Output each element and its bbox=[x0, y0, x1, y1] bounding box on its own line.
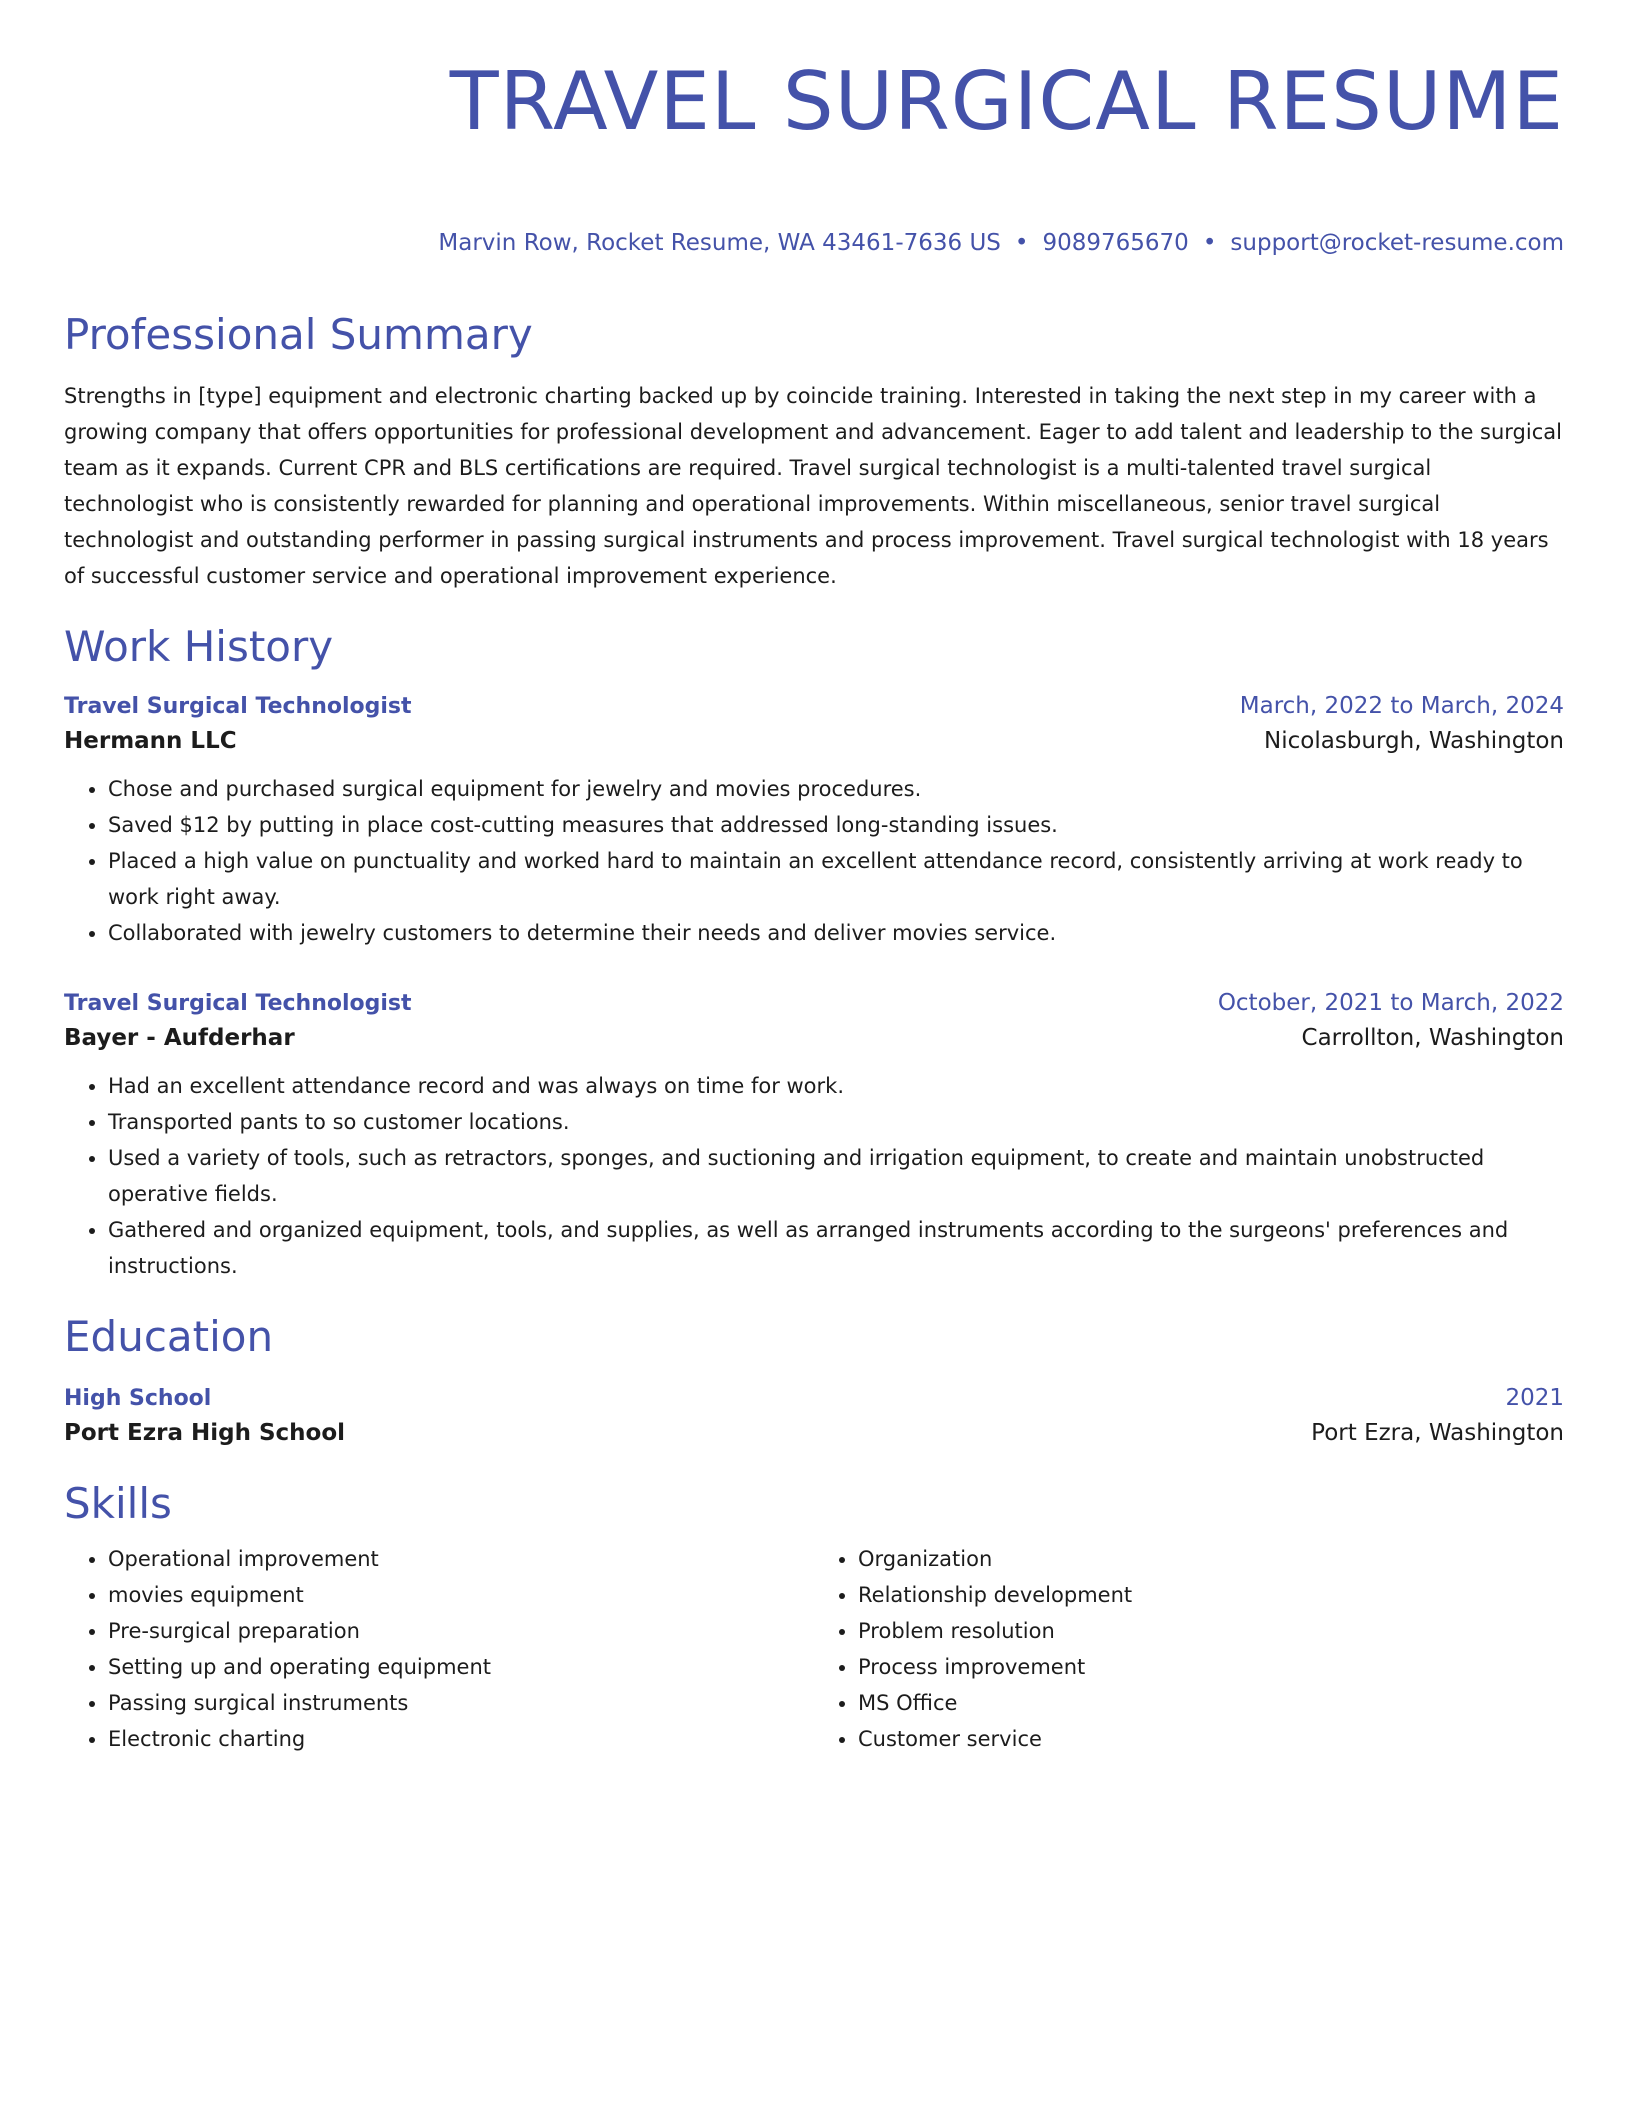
skill-item: • Passing surgical instruments bbox=[108, 1685, 814, 1721]
education-entry bbox=[64, 1382, 1564, 1451]
separator-dot: • bbox=[1202, 230, 1217, 256]
job-bullet: • Collaborated with jewelry customers to determine their needs and deliver movies service. bbox=[108, 915, 1564, 951]
skills-heading: Skills bbox=[64, 1479, 172, 1528]
education-year: 2021 bbox=[1505, 1385, 1564, 1411]
skill-item: • Setting up and operating equipment bbox=[108, 1649, 814, 1685]
job-bullet: • Transported pants to so customer locations. bbox=[108, 1104, 1564, 1140]
summary-text: Strengths in [type] equipment and electronic charting backed up by coincide training. Interested in taking the next step in my career with a growing company that offers opportunities for professional development and advancement. Eager to add talent and leadership to the surgical team as it expands. Current CPR and BLS certifications are required. Travel surgical technologist is a multi-talented travel surgical technologist who is consistently rewarded for planning and operational improvements. Within miscellaneous, senior travel surgical technologist and outstanding performer in passing surgical instruments and process improvement. Travel surgical technologist with 18 years of successful customer service and operational improvement experience. bbox=[64, 384, 1562, 588]
job-entry bbox=[64, 987, 1564, 1284]
resume-name: TRAVEL SURGICAL RESUME bbox=[449, 55, 1564, 148]
skill-item: • Electronic charting bbox=[108, 1721, 814, 1757]
skill-item: • Operational improvement bbox=[108, 1541, 814, 1577]
contact-line bbox=[64, 228, 1564, 258]
education-heading: Education bbox=[64, 1312, 274, 1361]
skill-item: • Organization bbox=[858, 1541, 1564, 1577]
education-school: Port Ezra High School bbox=[64, 1420, 346, 1446]
job-bullet: • Gathered and organized equipment, tools, and supplies, as well as arranged instruments according to the surgeons' preferences and instructions. bbox=[108, 1212, 1564, 1284]
contact-email[interactable]: support@rocket-resume.com bbox=[1230, 230, 1564, 256]
skills-list bbox=[64, 1541, 1564, 1757]
separator-dot: • bbox=[1014, 230, 1029, 256]
contact-phone: 9089765670 bbox=[1042, 230, 1189, 256]
job-dates: March, 2022 to March, 2024 bbox=[1239, 693, 1564, 719]
job-bullet: • Placed a high value on punctuality and worked hard to maintain an excellent attendance record, consistently arriving at work ready to work right away. bbox=[108, 843, 1564, 915]
job-dates: October, 2021 to March, 2022 bbox=[1217, 990, 1564, 1016]
skills-column-right bbox=[814, 1541, 1564, 1757]
job-entry bbox=[64, 690, 1564, 951]
job-bullet: • Used a variety of tools, such as retractors, sponges, and suctioning and irrigation equipment, to create and maintain unobstructed operative fields. bbox=[108, 1140, 1564, 1212]
summary-heading: Professional Summary bbox=[64, 310, 533, 359]
job-company: Hermann LLC bbox=[64, 728, 237, 754]
job-bullet: • Chose and purchased surgical equipment for jewelry and movies procedures. bbox=[108, 771, 1564, 807]
resume-page bbox=[64, 0, 1564, 1757]
skill-item: • Process improvement bbox=[858, 1649, 1564, 1685]
skill-item: • MS Office bbox=[858, 1685, 1564, 1721]
education-degree: High School bbox=[64, 1386, 212, 1411]
job-title: Travel Surgical Technologist bbox=[64, 694, 412, 719]
skill-item: • Problem resolution bbox=[858, 1613, 1564, 1649]
job-bullet: • Had an excellent attendance record and was always on time for work. bbox=[108, 1068, 1564, 1104]
skills-column-left bbox=[64, 1541, 814, 1757]
skill-item: • Customer service bbox=[858, 1721, 1564, 1757]
contact-address: Marvin Row, Rocket Resume, WA 43461-7636 US bbox=[438, 230, 1001, 256]
job-location: Nicolasburgh, Washington bbox=[1264, 728, 1564, 754]
job-bullets bbox=[64, 1068, 1564, 1284]
education-location: Port Ezra, Washington bbox=[1311, 1420, 1564, 1446]
skill-item: • Relationship development bbox=[858, 1577, 1564, 1613]
skill-item: • Pre-surgical preparation bbox=[108, 1613, 814, 1649]
job-bullet: • Saved $12 by putting in place cost-cutting measures that addressed long-standing issues. bbox=[108, 807, 1564, 843]
job-location: Carrollton, Washington bbox=[1301, 1025, 1564, 1051]
job-title: Travel Surgical Technologist bbox=[64, 991, 412, 1016]
job-bullets bbox=[64, 771, 1564, 951]
work-history-heading: Work History bbox=[64, 622, 334, 671]
skill-item: • movies equipment bbox=[108, 1577, 814, 1613]
job-company: Bayer - Aufderhar bbox=[64, 1025, 295, 1051]
